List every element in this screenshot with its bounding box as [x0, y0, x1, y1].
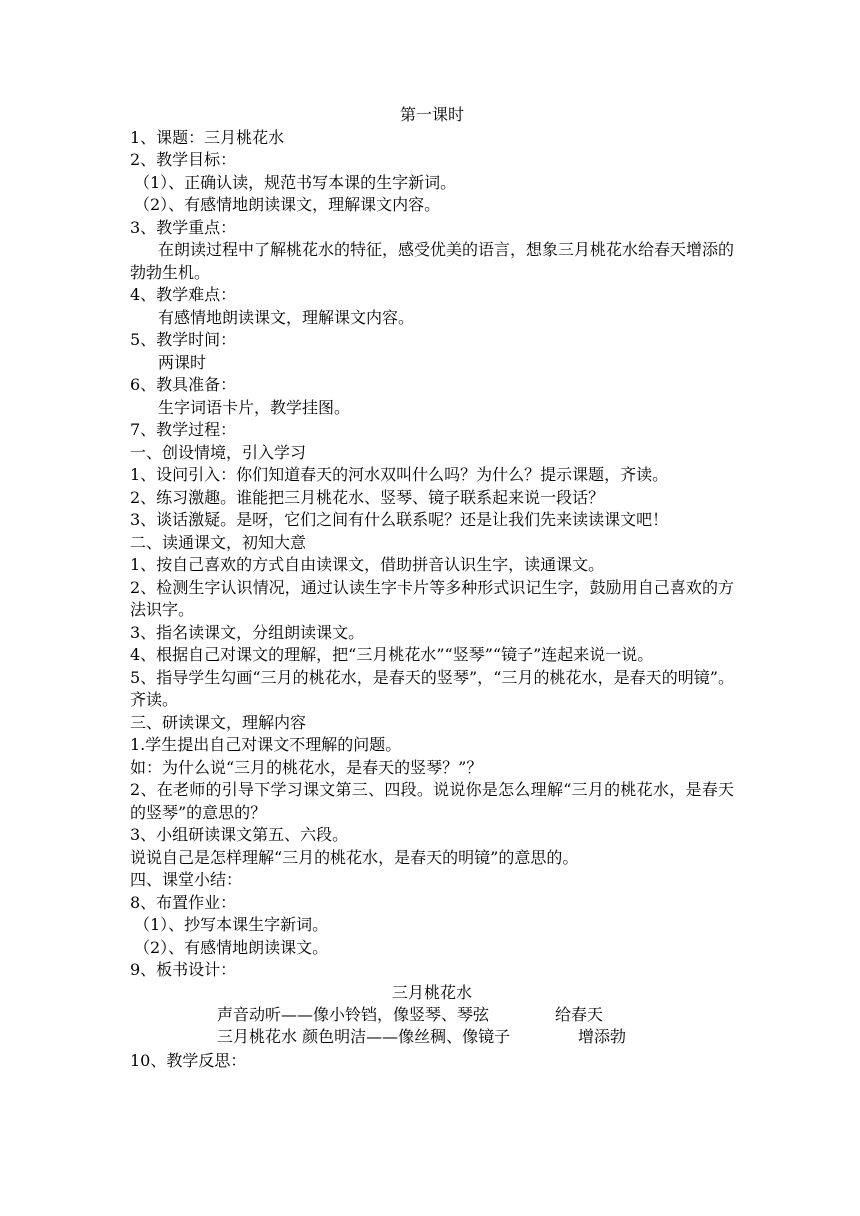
reflection-heading: 10、教学反思：: [130, 1050, 247, 1070]
lesson-title: 第一课时: [399, 105, 464, 124]
key-heading: 3、教学重点：: [130, 217, 237, 237]
step-item: 1、设问引入：你们知道春天的河水双叫什么吗？为什么？提示课题，齐读。: [130, 465, 669, 484]
board-design: [130, 982, 734, 1050]
board-title: 三月桃花水: [391, 982, 472, 1002]
step-item: 1、按自己喜欢的方式自由读课文，借助拼音认识生字，读通课文。: [130, 555, 605, 574]
step-item: 1.学生提出自己对课文不理解的问题。: [130, 735, 402, 754]
tools-text: 生字词语卡片，教学挂图。: [158, 397, 351, 417]
step-item: 3、指名读课文，分组朗读课文。: [130, 622, 365, 642]
goal-item: （1）、正确认读，规范书写本课的生字新词。: [134, 172, 457, 192]
board-heading: 9、板书设计：: [130, 960, 237, 979]
goal-item: （2）、有感情地朗读课文，理解课文内容。: [134, 195, 441, 214]
key-text: 在朗读过程中了解桃花水的特征，感受优美的语言，想象三月桃花水给春天增添的勃勃生机。: [130, 240, 735, 282]
step-item: 2、在老师的引导下学习课文第三、四段。说说你是怎么理解“三月的桃花水，是春天的竖琴”的意思的？: [130, 780, 734, 822]
topic-line: 1、课题：三月桃花水: [130, 127, 285, 147]
homework-heading: 8、布置作业：: [130, 892, 237, 912]
process-heading: 7、教学过程：: [130, 420, 237, 439]
section-heading: 四、课堂小结：: [130, 870, 243, 889]
time-text: 两课时: [158, 352, 207, 372]
tools-heading: 6、教具准备：: [130, 375, 237, 394]
section-heading: 一、创设情境，引入学习: [130, 442, 307, 462]
board-row-right: 给春天: [555, 1004, 604, 1024]
goals-heading: 2、教学目标：: [130, 150, 237, 169]
board-row: 声音动听——像小铃铛，像竖琴、琴弦: [217, 1004, 490, 1024]
homework-item: （2）、有感情地朗读课文。: [134, 937, 329, 957]
document-body: [130, 104, 734, 1072]
step-item: 2、检测生字认识情况，通过认读生字卡片等多种形式识记生字，鼓励用自己喜欢的方法识字。: [130, 577, 734, 619]
board-row: 三月桃花水 颜色明洁——像丝稠、像镜子: [217, 1026, 511, 1046]
homework-item: （1）、抄写本课生字新词。: [134, 915, 329, 934]
step-item: 3、小组研读课文第五、六段。: [130, 825, 349, 844]
section-heading: 二、读通课文，初知大意: [130, 532, 307, 552]
step-item: 4、根据自己对课文的理解，把“三月桃花水”“竖琴”“镜子”连起来说一说。: [130, 645, 654, 664]
board-row-right: 增添勃: [578, 1026, 627, 1046]
step-item: 3、谈话激疑。是呀，它们之间有什么联系呢？还是让我们先来读读课文吧！: [130, 510, 669, 529]
difficulty-text: 有感情地朗读课文，理解课文内容。: [158, 307, 415, 327]
difficulty-heading: 4、教学难点：: [130, 285, 237, 304]
time-heading: 5、教学时间：: [130, 330, 237, 349]
step-item: 2、练习激趣。谁能把三月桃花水、竖琴、镜子联系起来说一段话？: [130, 487, 605, 507]
section-heading: 三、研读课文，理解内容: [130, 712, 307, 732]
step-item: 5、指导学生勾画“三月的桃花水，是春天的竖琴”，“三月的桃花水，是春天的明镜”。齐读。: [130, 667, 734, 709]
step-item: 如：为什么说“三月的桃花水，是春天的竖琴？”？: [130, 757, 483, 777]
step-item: 说说自己是怎样理解“三月的桃花水，是春天的明镜”的意思的。: [130, 847, 579, 867]
